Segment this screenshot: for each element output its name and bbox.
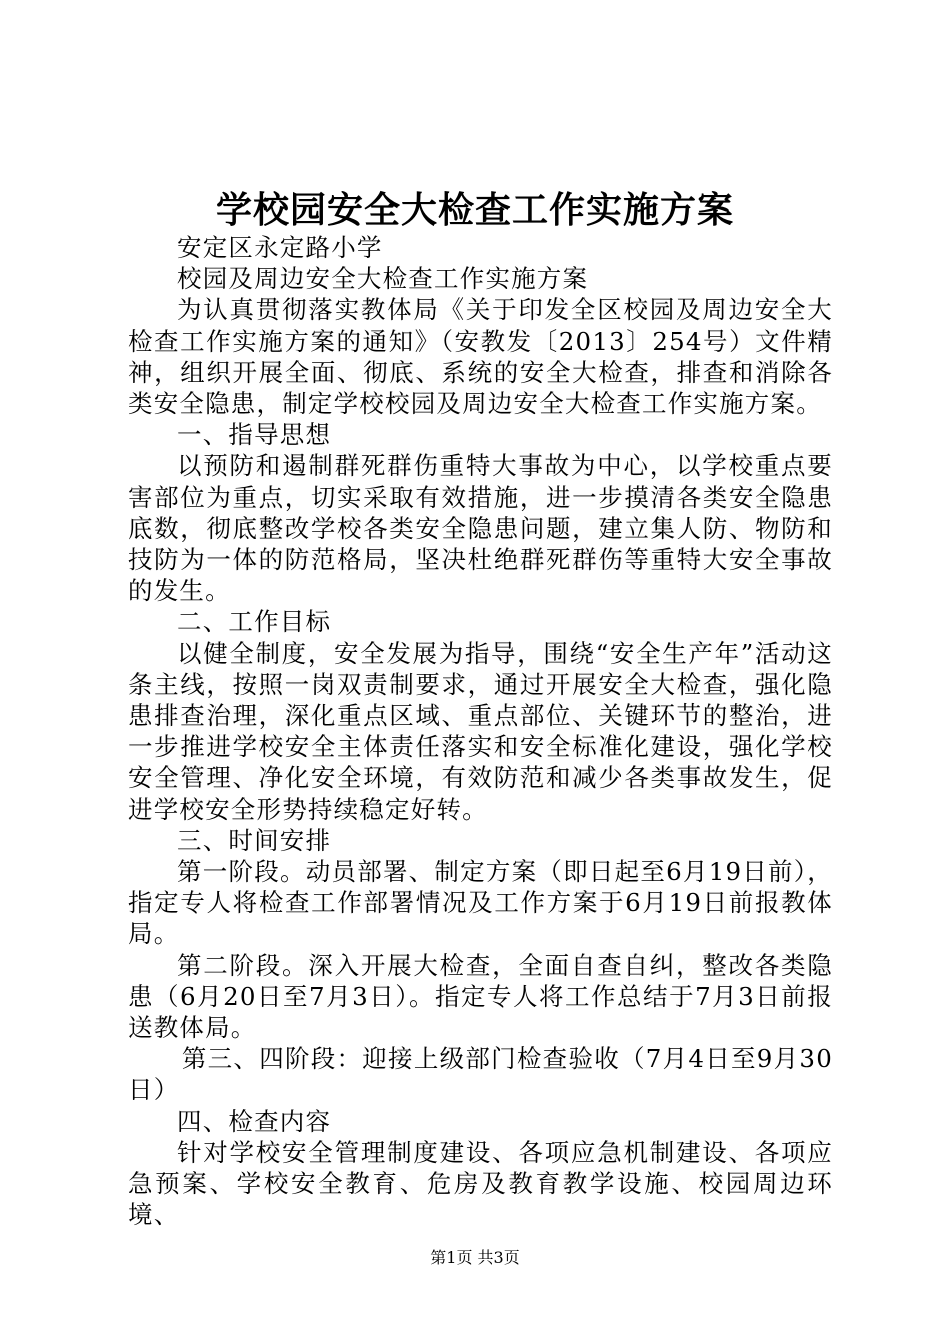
document-body xyxy=(128,232,833,1231)
intro-paragraph: 为认真贯彻落实教体局《关于印发全区校园及周边安全大检查工作实施方案的通知》（安教发〔2013〕254号）文件精神，组织开展全面、彻底、系统的安全大检查，排查和消除各类安全隐患，制定学校校园及周边安全大检查工作实施方案。 xyxy=(128,295,833,419)
school-name: 安定区永定路小学 xyxy=(177,233,383,262)
document-title: 学校园安全大检查工作实施方案 xyxy=(215,189,734,231)
inspection-content-paragraph: 针对学校安全管理制度建设、各项应急机制建设、各项应急预案、学校安全教育、危房及教育教学设施、校园周边环境、 xyxy=(128,1137,833,1230)
section-heading-schedule: 三、时间安排 xyxy=(177,825,332,855)
schedule-stage-two: 第二阶段。深入开展大检查，全面自查自纠，整改各类隐患（6月20日至7月3日）。指定专人将工作总结于7月3日前报送教体局。 xyxy=(128,950,833,1043)
schedule-stage-one: 第一阶段。动员部署、制定方案（即日起至6月19日前），指定专人将检查工作部署情况及工作方案于6月19日前报教体局。 xyxy=(128,857,833,949)
plan-subtitle: 校园及周边安全大检查工作实施方案 xyxy=(177,264,589,294)
page-footer: 第1页 共3页 xyxy=(430,1248,520,1267)
schedule-stage-three-four: 第三、四阶段：迎接上级部门检查验收（7月4日至9月30日） xyxy=(128,1044,833,1105)
guiding-thought-paragraph: 以预防和遏制群死群伤重特大事故为中心，以学校重点要害部位为重点，切实采取有效措施，进一步摸清各类安全隐患底数，彻底整改学校各类安全隐患问题，建立集人防、物防和技防为一体的防范格局，坚决杜绝群死群伤等重特大安全事故的发生。 xyxy=(128,451,833,606)
section-heading-work-goals: 二、工作目标 xyxy=(177,607,332,637)
section-heading-inspection-content: 四、检查内容 xyxy=(177,1106,332,1136)
section-heading-guiding-thought: 一、指导思想 xyxy=(177,420,332,450)
work-goals-paragraph: 以健全制度，安全发展为指导，围绕“安全生产年”活动这条主线，按照一岗双责制要求，通过开展安全大检查，强化隐患排查治理，深化重点区域、重点部位、关键环节的整治，进一步推进学校安全主体责任落实和安全标准化建设，强化学校安全管理、净化安全环境，有效防范和减少各类事故发生，促进学校安全形势持续稳定好转。 xyxy=(128,638,833,824)
